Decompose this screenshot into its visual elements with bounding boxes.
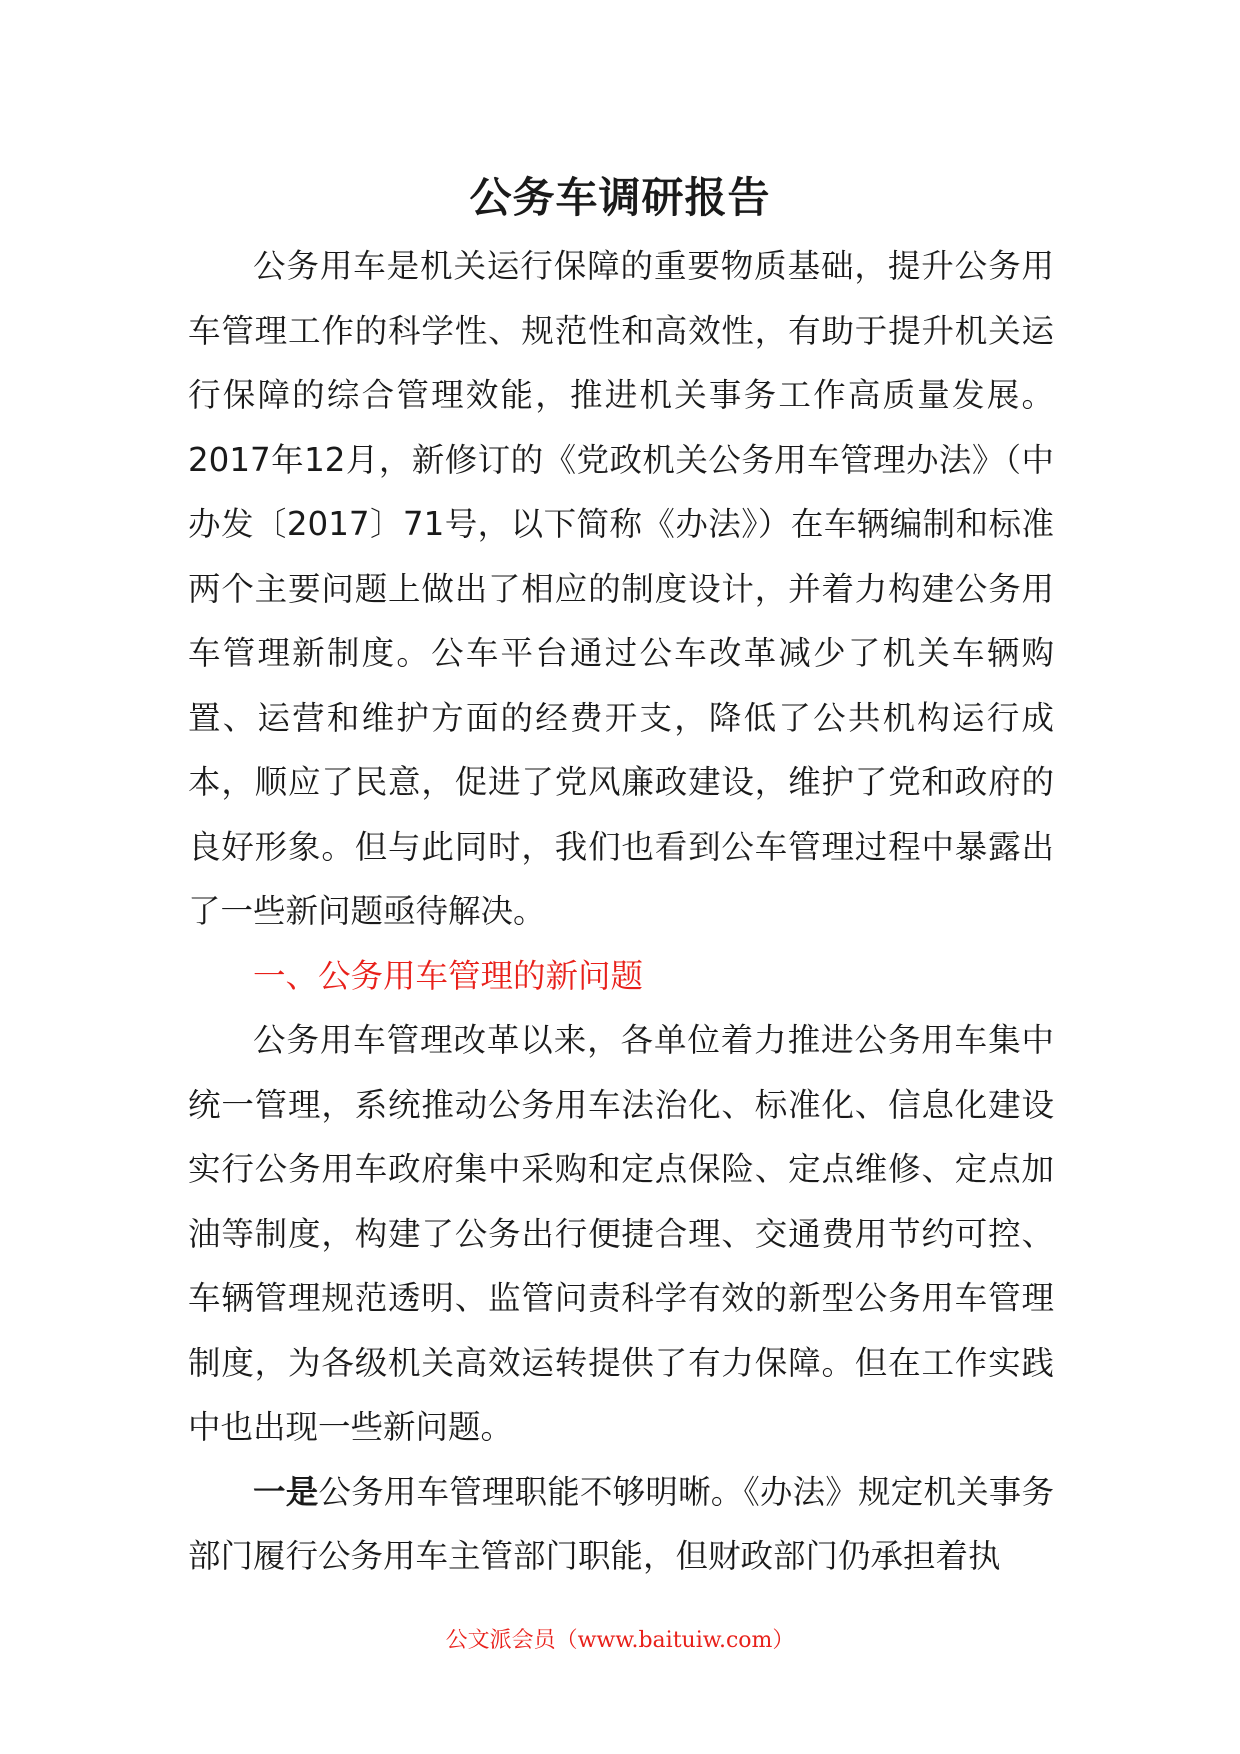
page-title: 公务车调研报告	[469, 173, 771, 222]
footer-watermark: 公文派会员（www.baituiw.com）	[445, 1628, 795, 1653]
point-one-text: 公务用车管理职能不够明晰。《办法》规定机关事务部门履行公务用车主管部门职能，但财政部门仍承担着执	[188, 1472, 1054, 1575]
paragraph-intro: 公务用车是机关运行保障的重要物质基础，提升公务用车管理工作的科学性、规范性和高效性，有助于提升机关运行保障的综合管理效能，推进机关事务工作高质量发展。2017年12月，新修订的《党政机关公务用车管理办法》（中办发〔2017〕71号，以下简称《办法》）在车辆编制和标准两个主要问题上做出了相应的制度设计，并着力构建公务用车管理新制度。公车平台通过公车改革减少了机关车辆购置、运营和维护方面的经费开支，降低了公共机构运行成本，顺应了民意，促进了党风廉政建设，维护了党和政府的良好形象。但与此同时，我们也看到公车管理过程中暴露出了一些新问题亟待解决。	[188, 247, 1054, 930]
section-heading: 一、公务用车管理的新问题	[253, 956, 644, 995]
document-body	[188, 234, 1054, 1589]
paragraph-point-one	[188, 1460, 1054, 1589]
point-one-lead: 一是	[253, 1472, 319, 1511]
paragraph-reform: 公务用车管理改革以来，各单位着力推进公务用车集中统一管理，系统推动公务用车法治化、标准化、信息化建设实行公务用车政府集中采购和定点保险、定点维修、定点加油等制度，构建了公务出行便捷合理、交通费用节约可控、车辆管理规范透明、监管问责科学有效的新型公务用车管理制度，为各级机关高效运转提供了有力保障。但在工作实践中也出现一些新问题。	[188, 1021, 1054, 1446]
